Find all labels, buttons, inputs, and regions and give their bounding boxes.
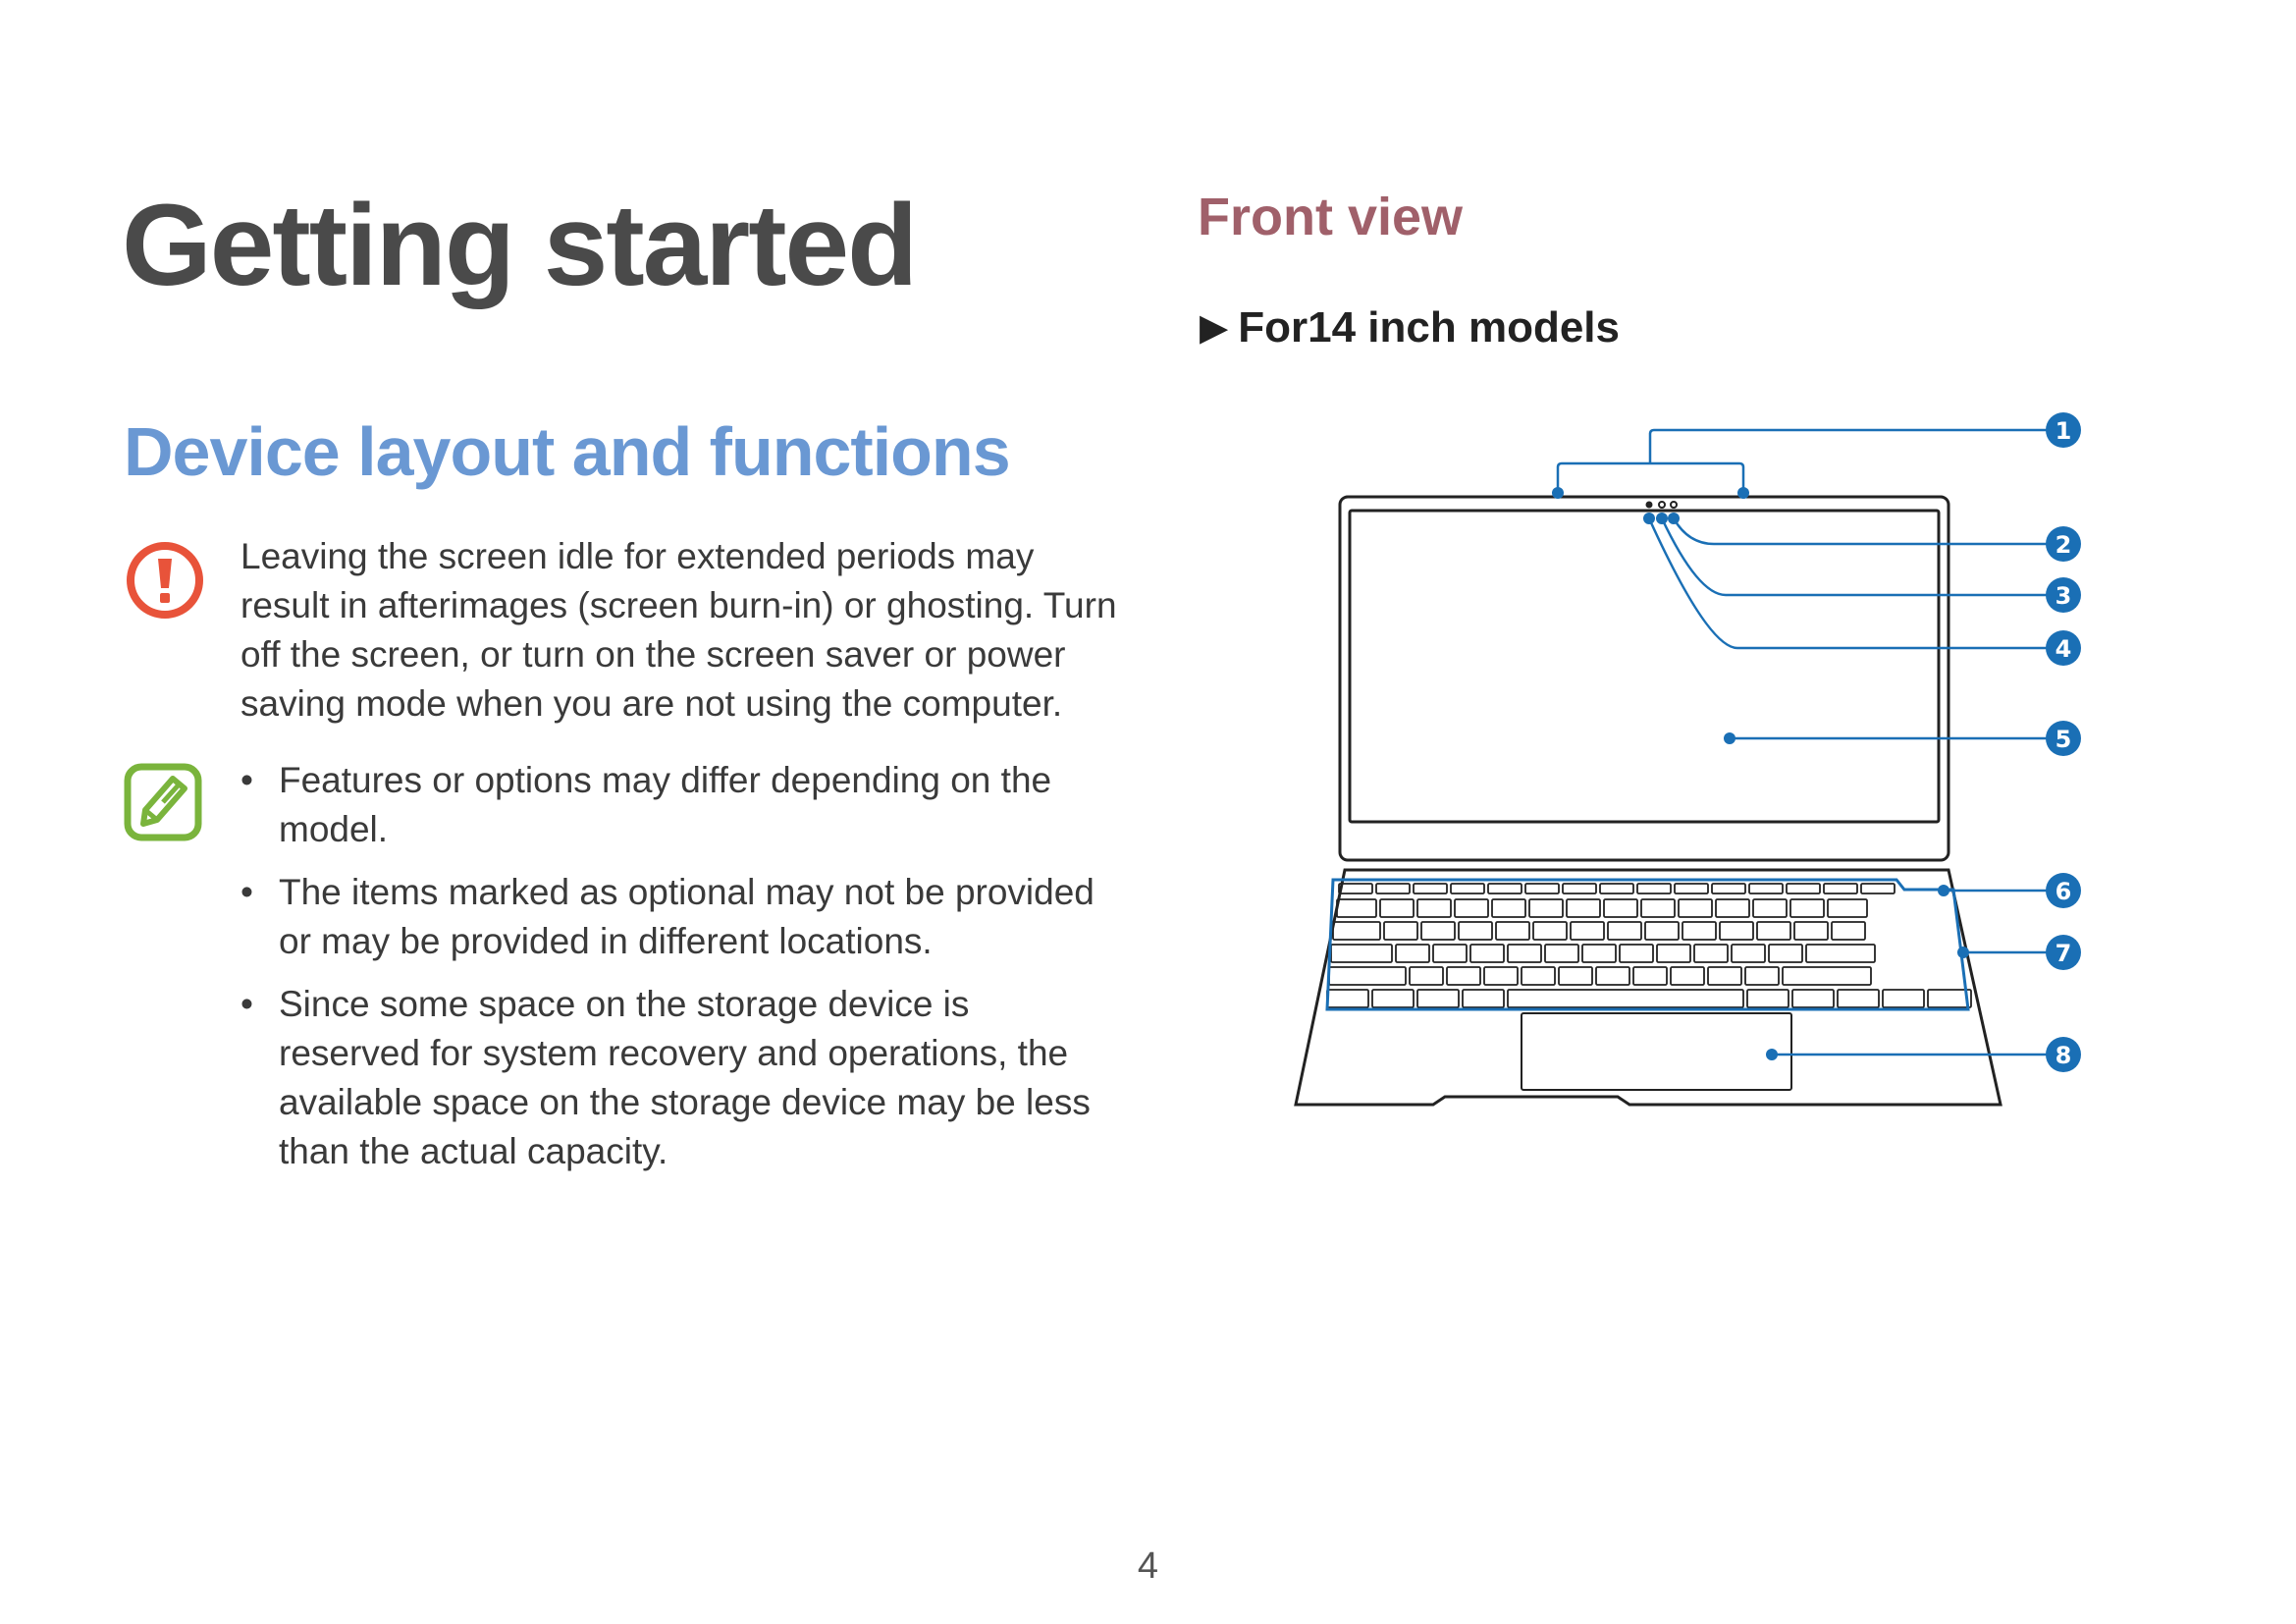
note-item	[240, 980, 1104, 1176]
keyboard-key	[1563, 884, 1596, 893]
keyboard-key	[1384, 922, 1417, 940]
keyboard-key	[1838, 990, 1879, 1007]
keyboard-key	[1571, 922, 1604, 940]
svg-text:5: 5	[2055, 726, 2072, 753]
keyboard-key	[1508, 990, 1743, 1007]
keyboard-key	[1417, 990, 1459, 1007]
note-item-text: The items marked as optional may not be provided or may be provided in different locations.	[279, 872, 1095, 961]
laptop-front-diagram	[1276, 412, 2120, 1119]
keyboard-keys	[1327, 884, 1971, 1007]
keyboard-key	[1671, 967, 1704, 985]
page-title: Getting started	[122, 181, 917, 310]
note-item-text: Features or options may differ depending on the model.	[279, 760, 1052, 849]
callout-points	[1552, 487, 1969, 1060]
keyboard-key	[1694, 945, 1728, 962]
keyboard-key	[1832, 922, 1865, 940]
keyboard-key	[1861, 884, 1895, 893]
keyboard-key	[1455, 899, 1488, 917]
svg-text:6: 6	[2055, 878, 2072, 905]
note-item	[240, 868, 1104, 966]
callout-badge-6	[2046, 873, 2081, 908]
keyboard-key	[1716, 899, 1749, 917]
page-number: 4	[1137, 1545, 1159, 1587]
keyboard-key	[1417, 899, 1451, 917]
keyboard-key	[1637, 884, 1671, 893]
keyboard-key	[1337, 899, 1376, 917]
note-item	[240, 756, 1104, 854]
keyboard-key	[1792, 990, 1834, 1007]
keyboard-key	[1496, 922, 1529, 940]
keyboard-key	[1753, 899, 1787, 917]
keyboard-key	[1327, 990, 1368, 1007]
keyboard-key	[1339, 884, 1372, 893]
keyboard-key	[1641, 899, 1675, 917]
keyboard-key	[1608, 922, 1641, 940]
keyboard-key	[1732, 945, 1765, 962]
keyboard-key	[1720, 922, 1753, 940]
keyboard-key	[1380, 899, 1414, 917]
keyboard-key	[1545, 945, 1578, 962]
keyboard-key	[1567, 899, 1600, 917]
callout-badge-8	[2046, 1037, 2081, 1072]
svg-text:2: 2	[2055, 531, 2072, 559]
keyboard-key	[1451, 884, 1484, 893]
keyboard-key	[1747, 990, 1789, 1007]
keyboard-key	[1463, 990, 1504, 1007]
svg-text:7: 7	[2055, 940, 2072, 967]
keyboard-key	[1470, 945, 1504, 962]
keyboard-key	[1559, 967, 1592, 985]
keyboard-key	[1596, 967, 1629, 985]
keyboard-key	[1806, 945, 1875, 962]
model-subtitle-text: For14 inch models	[1238, 303, 1620, 352]
keyboard-key	[1396, 945, 1429, 962]
keyboard-key	[1414, 884, 1447, 893]
keyboard-key	[1682, 922, 1716, 940]
keyboard-key	[1525, 884, 1559, 893]
keyboard-key	[1657, 945, 1690, 962]
keyboard-key	[1790, 899, 1824, 917]
keyboard-key	[1620, 945, 1653, 962]
keyboard-key	[1533, 922, 1567, 940]
callout-badge-5	[2046, 721, 2081, 756]
caution-text: Leaving the screen idle for extended periods may result in afterimages (screen burn-in) or ghosting. Turn off the screen, or turn on the screen saver or power saving mode when you are not using the computer.	[240, 536, 1117, 724]
keyboard-key	[1824, 884, 1857, 893]
keyboard-key	[1633, 967, 1667, 985]
keyboard-key	[1522, 967, 1555, 985]
callout-lines	[1558, 430, 2061, 1055]
bullet: •	[240, 760, 253, 800]
keyboard-key	[1708, 967, 1741, 985]
section-title: Device layout and functions	[124, 413, 1010, 490]
callout-badge-3	[2046, 577, 2081, 613]
note-pencil-icon	[124, 763, 202, 841]
keyboard-key	[1604, 899, 1637, 917]
laptop-base	[1296, 870, 2001, 1105]
svg-text:8: 8	[2055, 1042, 2072, 1069]
keyboard-key	[1488, 884, 1522, 893]
laptop-lid	[1340, 497, 1949, 860]
bullet: •	[240, 984, 253, 1024]
keyboard-key	[1421, 922, 1455, 940]
callout-badge-7	[2046, 935, 2081, 970]
keyboard-key	[1883, 990, 1924, 1007]
keyboard-key	[1645, 922, 1679, 940]
keyboard-key	[1749, 884, 1783, 893]
front-view-title: Front view	[1198, 188, 1464, 246]
keyboard-key	[1459, 922, 1492, 940]
keyboard-key	[1712, 884, 1745, 893]
keyboard-key	[1447, 967, 1480, 985]
bullet: •	[240, 872, 253, 912]
svg-text:1: 1	[2055, 417, 2072, 445]
keyboard-key	[1600, 884, 1633, 893]
note-list	[240, 756, 1104, 1190]
keyboard-key	[1433, 945, 1467, 962]
callout-badge-1	[2046, 412, 2081, 448]
keyboard-key	[1675, 884, 1708, 893]
keyboard-key	[1783, 967, 1871, 985]
model-subtitle	[1200, 302, 1620, 354]
keyboard-key	[1329, 967, 1406, 985]
svg-text:4: 4	[2055, 635, 2072, 663]
keyboard-key	[1331, 945, 1392, 962]
keyboard-key	[1410, 967, 1443, 985]
keyboard-key	[1508, 945, 1541, 962]
callout-badge-2	[2046, 526, 2081, 562]
svg-text:3: 3	[2055, 582, 2072, 610]
keyboard-key	[1492, 899, 1525, 917]
camera-sensors	[1647, 502, 1678, 508]
keyboard-key	[1794, 922, 1828, 940]
keyboard-key	[1787, 884, 1820, 893]
touchpad	[1522, 1013, 1791, 1090]
keyboard-key	[1582, 945, 1616, 962]
caution-exclamation-icon	[126, 541, 204, 620]
keyboard-key	[1757, 922, 1790, 940]
keyboard-key	[1529, 899, 1563, 917]
keyboard-key	[1372, 990, 1414, 1007]
arrow-right-icon: ▶	[1200, 307, 1229, 349]
keyboard-key	[1679, 899, 1712, 917]
keyboard-key	[1376, 884, 1410, 893]
keyboard-key	[1333, 922, 1380, 940]
callout-badge-4	[2046, 630, 2081, 666]
keyboard-key	[1828, 899, 1867, 917]
note-item-text: Since some space on the storage device is reserved for system recovery and operations, the available space on the storage device may be less than the actual capacity.	[279, 984, 1091, 1171]
keyboard-key	[1484, 967, 1518, 985]
keyboard-key	[1769, 945, 1802, 962]
keyboard-key	[1745, 967, 1779, 985]
